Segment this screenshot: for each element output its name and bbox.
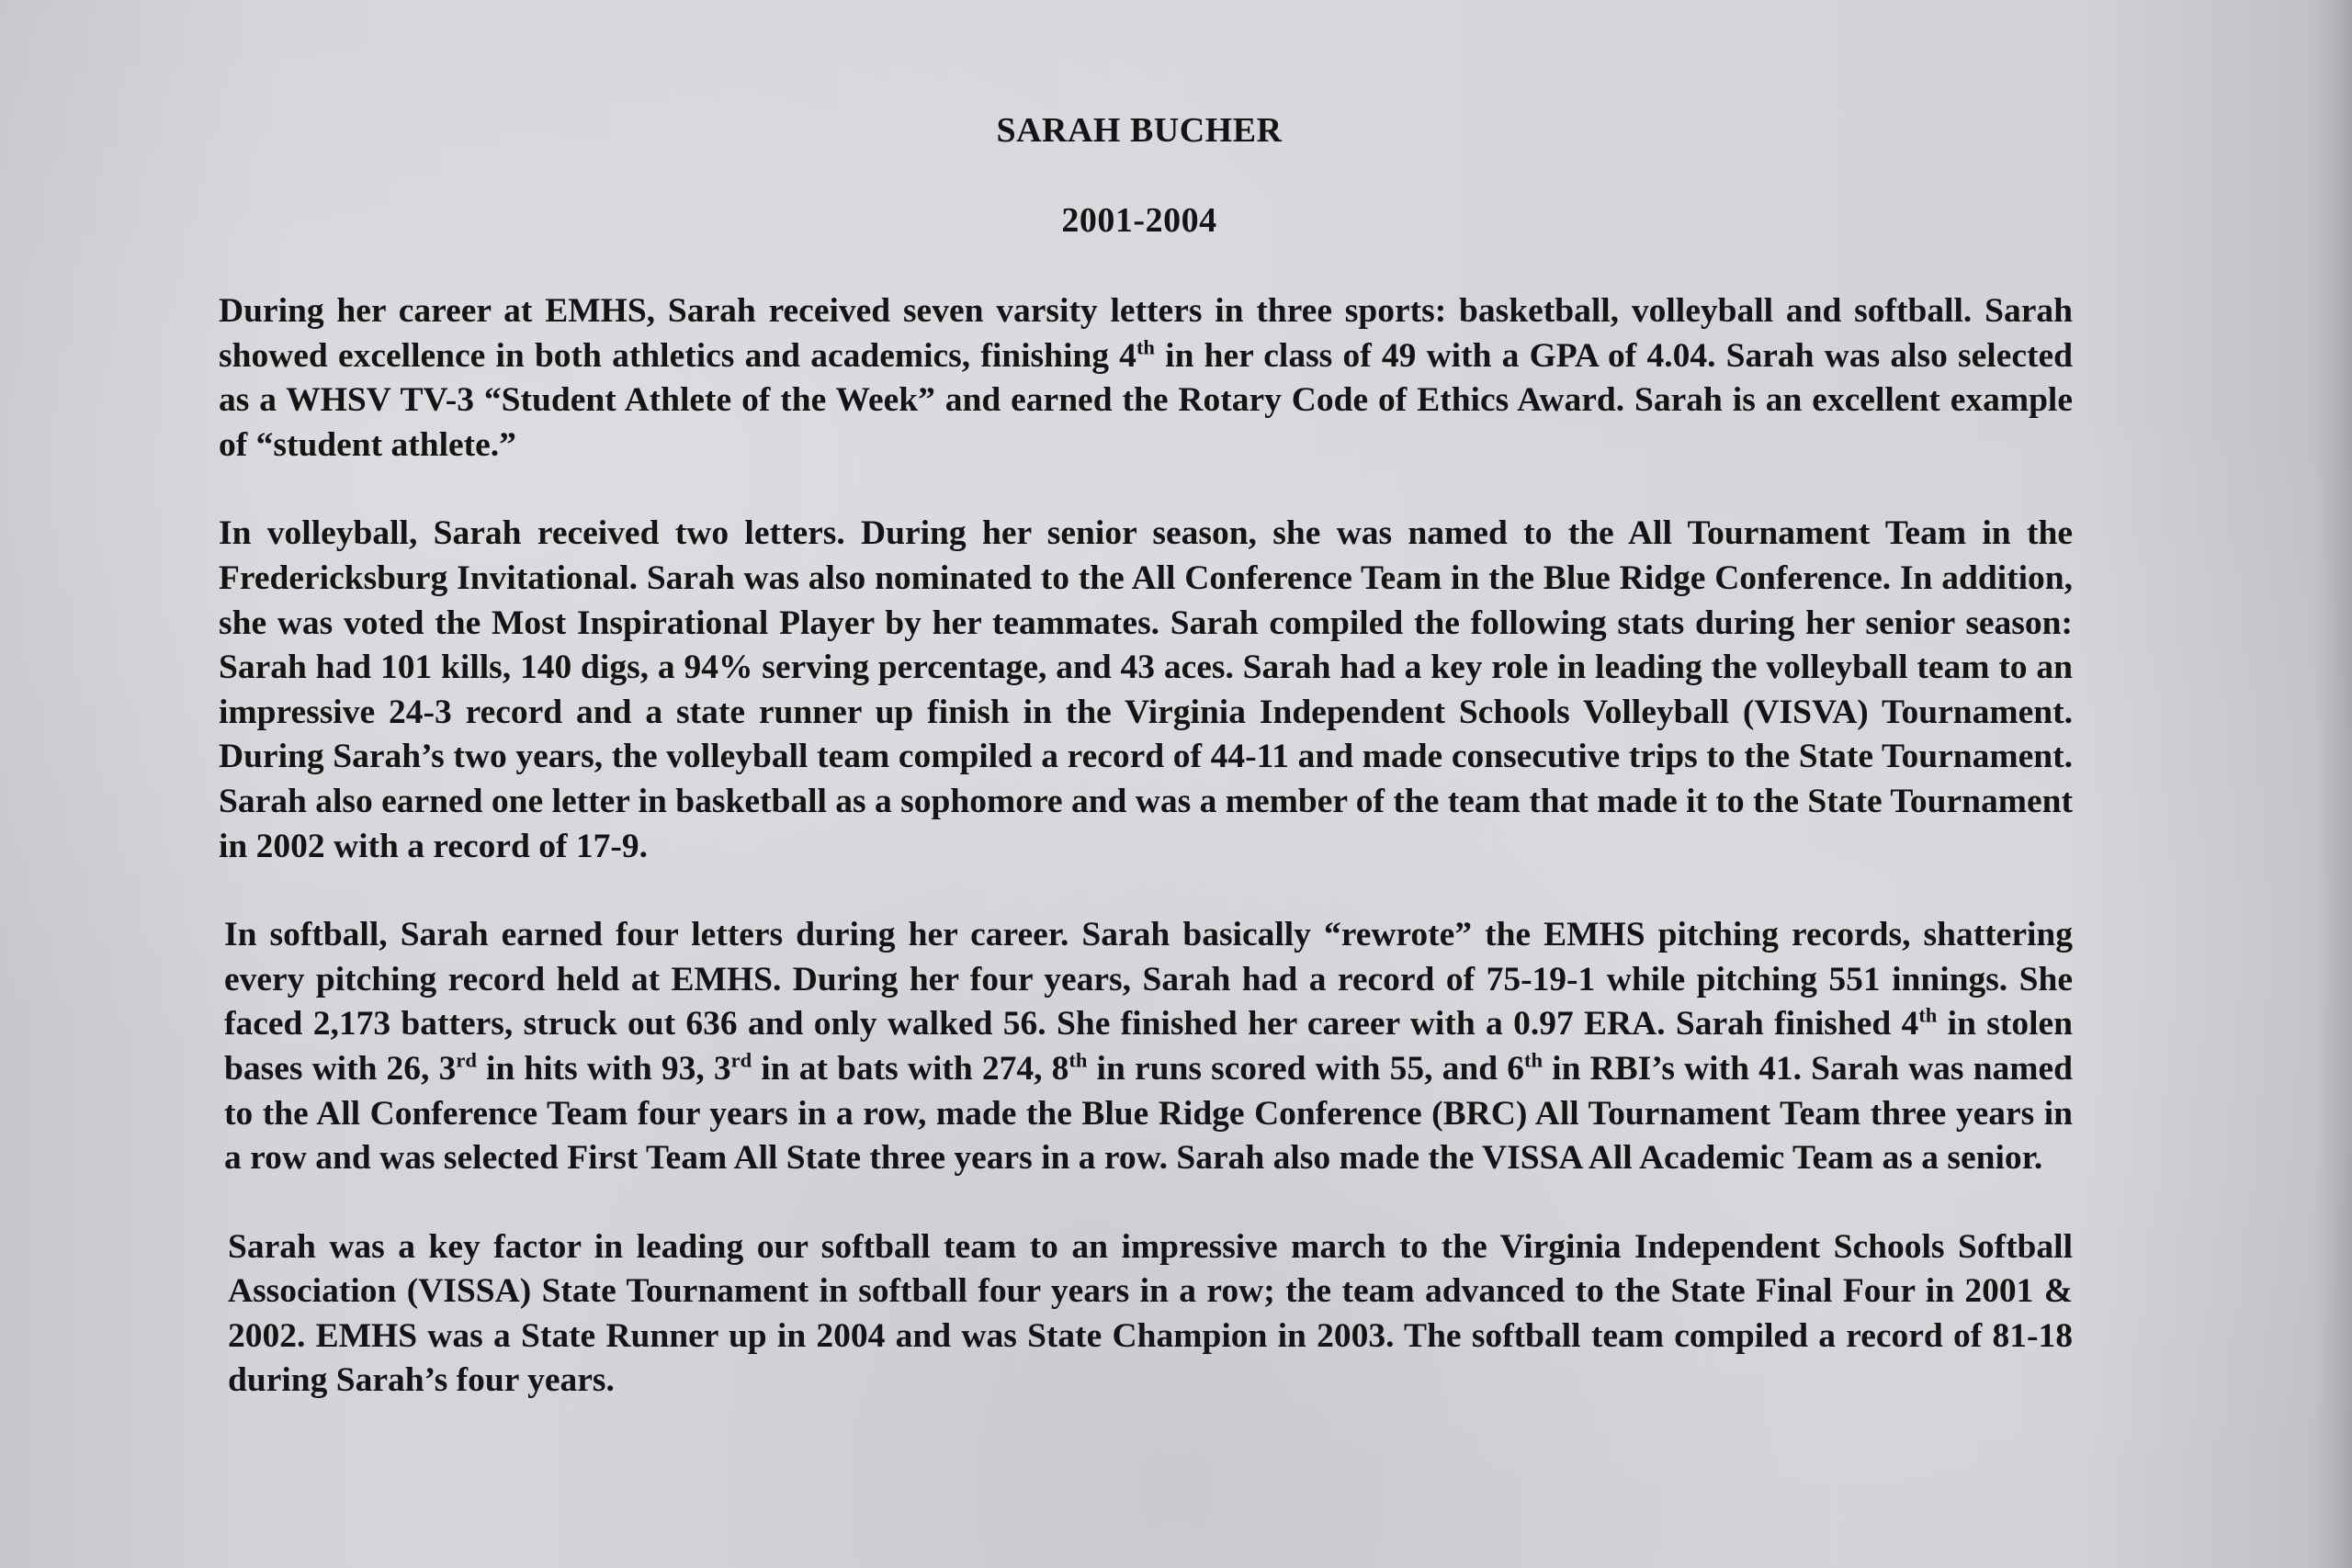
page-edge-shadow: [2315, 0, 2352, 1568]
paragraph-softball: In softball, Sarah earned four letters during her career. Sarah basically “rewrote” the EMHS pitching records, shattering every pitching record held at EMHS. During her four years, Sarah had a record of 75-19-1 while pitching 551 innings. She faced 2,173 batters, struck out 636 and only walked 56. She finished her career with a 0.97 ERA. Sarah finished 4th in stolen bases with 26, 3rd in hits with 93, 3rd in at bats with 274, 8th in runs scored with 55, and 6th in RBI’s with 41. Sarah was named to the All Conference Team four years in a row, made the Blue Ridge Conference (BRC) All Tournament Team three years in a row and was selected First Team All State three years in a row. Sarah also made the VISSA All Academic Team as a senior.: [224, 916, 2074, 1178]
document-years: 2001-2004: [1061, 201, 1217, 240]
paragraph-career: During her career at EMHS, Sarah received seven varsity letters in three sports: basketball, volleyball and softball. Sarah showed excellence in both athletics and academics, finishing 4th in her class of 49 with a GPA of 4.04. Sarah was also selected as a WHSV TV-3 “Student Athlete of the Week” and earned the Rotary Code of Ethics Award. Sarah is an excellent example of “student athlete.”: [219, 292, 2073, 464]
paragraph-volleyball: In volleyball, Sarah received two letters. During her senior season, she was named to the All Tournament Team in the Fredericksburg Invitational. Sarah was also nominated to the All Conference Team in the Blue Ridge Conference. In addition, she was voted the Most Inspirational Player by her teammates. Sarah compiled the following stats during her senior season: Sarah had 101 kills, 140 digs, a 94% serving percentage, and 43 aces. Sarah had a key role in leading the volleyball team to an impressive 24-3 record and a state runner up finish in the Virginia Independent Schools Volleyball (VISVA) Tournament. During Sarah’s two years, the volleyball team compiled a record of 44-11 and made consecutive trips to the State Tournament. Sarah also earned one letter in basketball as a sophomore and was a member of the team that made it to the State Tournament in 2002 with a record of 17-9.: [219, 514, 2073, 865]
document-body: [219, 289, 2073, 1448]
document-title: SARAH BUCHER: [996, 111, 1283, 150]
paragraph-team-record: Sarah was a key factor in leading our softball team to an impressive march to the Virginia Independent Schools Softball Association (VISSA) State Tournament in softball four years in a row; the team advanced to the State Final Four in 2001 & 2002. EMHS was a State Runner up in 2004 and was State Champion in 2003. The softball team compiled a record of 81-18 during Sarah’s four years.: [228, 1227, 2073, 1400]
